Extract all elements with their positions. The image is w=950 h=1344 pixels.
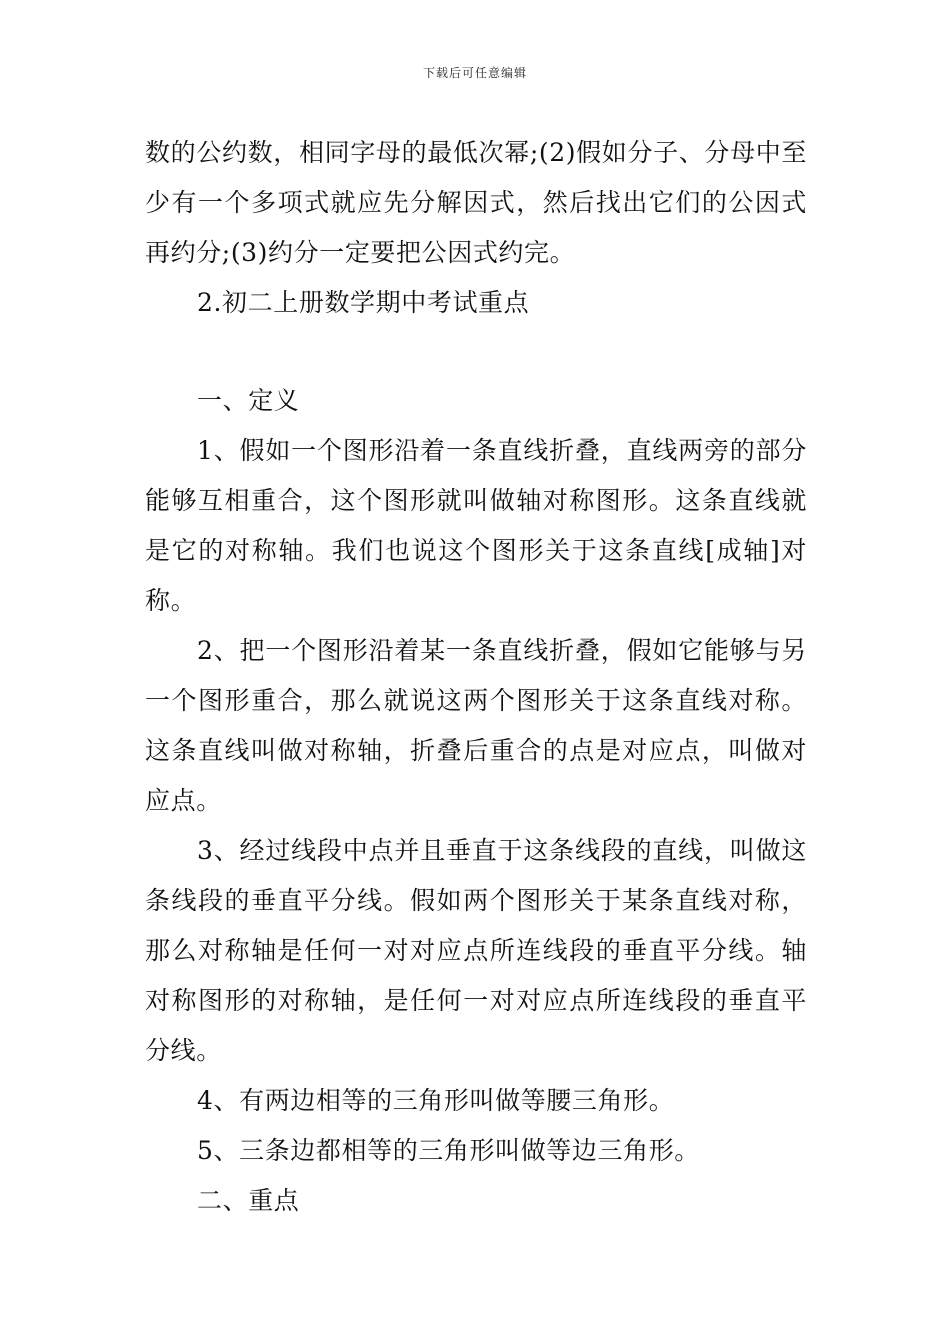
- spacer: [145, 328, 807, 376]
- heading-key-points: 二、重点: [197, 1186, 300, 1215]
- document-body: [145, 128, 807, 1226]
- paragraph-definition-2: 2、把一个图形沿着某一条直线折叠，假如它能够与另一个图形重合，那么就说这两个图形关于这条直线对称。这条直线叫做对称轴，折叠后重合的点是对应点，叫做对应点。: [145, 636, 807, 815]
- heading-definitions: 一、定义: [197, 386, 300, 415]
- paragraph-definition-5: 5、三条边都相等的三角形叫做等边三角形。: [197, 1136, 700, 1165]
- page-header: 下载后可任意编辑: [422, 66, 527, 80]
- paragraph-definition-1: 1、假如一个图形沿着一条直线折叠，直线两旁的部分能够互相重合，这个图形就叫做轴对称图形。这条直线就是它的对称轴。我们也说这个图形关于这条直线[成轴]对称。: [145, 436, 807, 615]
- section-heading-exam-points: 2.初二上册数学期中考试重点: [197, 288, 530, 317]
- paragraph-continuation: 数的公约数，相同字母的最低次幂;(2)假如分子、分母中至少有一个多项式就应先分解因式，然后找出它们的公因式再约分;(3)约分一定要把公因式约完。: [145, 138, 807, 267]
- paragraph-definition-4: 4、有两边相等的三角形叫做等腰三角形。: [197, 1086, 675, 1115]
- paragraph-definition-3: 3、经过线段中点并且垂直于这条线段的直线，叫做这条线段的垂直平分线。假如两个图形关于某条直线对称，那么对称轴是任何一对对应点所连线段的垂直平分线。轴对称图形的对称轴，是任何一对对应点所连线段的垂直平分线。: [145, 836, 807, 1065]
